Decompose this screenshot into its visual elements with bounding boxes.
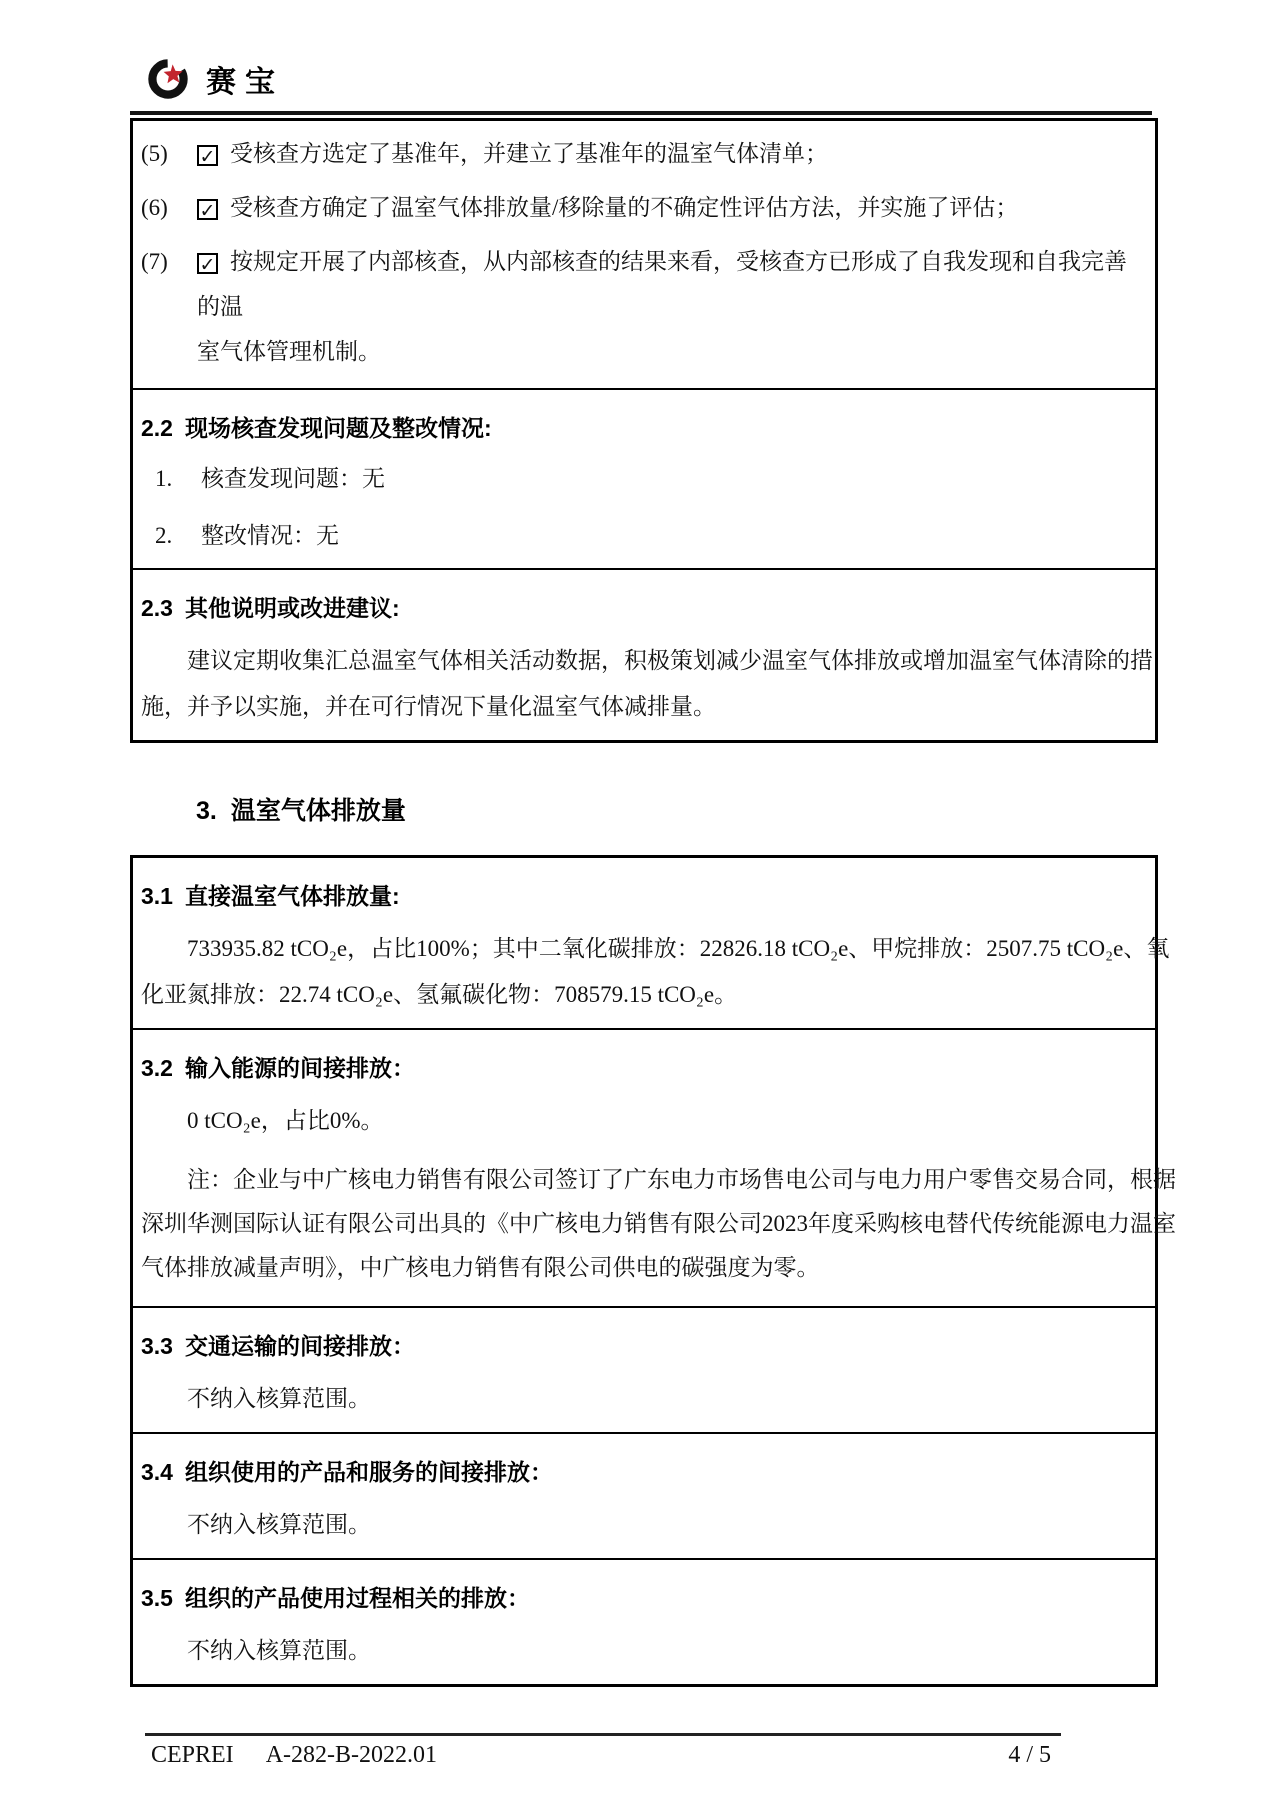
- footer-org: CEPREI: [151, 1742, 234, 1768]
- item-number: (5): [141, 141, 168, 166]
- section-number: 3.2: [141, 1055, 173, 1081]
- ghg-emissions-box: [130, 855, 1176, 1687]
- paragraph-line: 气体排放减量声明》，中广核电力销售有限公司供电的碳强度为零。: [141, 1255, 820, 1280]
- scope-note: 不纳入核算范围。: [187, 1512, 371, 1537]
- section-title: 组织使用的产品和服务的间接排放：: [184, 1459, 553, 1485]
- section-3-5-heading: [141, 1568, 1147, 1614]
- section-number: 2.2: [141, 415, 173, 441]
- section-3-3-heading: [141, 1316, 1147, 1362]
- finding-item: [155, 456, 1147, 501]
- section-number: 3.3: [141, 1333, 173, 1359]
- section-2-3: [133, 570, 1155, 740]
- page-header: [130, 57, 1158, 107]
- rectification-item: [155, 513, 1147, 558]
- paragraph-line: 深圳华测国际认证有限公司出具的《中广核电力销售有限公司2023年度采购核电替代传统能源电力温室: [141, 1211, 1176, 1236]
- item-number: 2.: [155, 523, 173, 548]
- checklist-item-6: [141, 185, 1147, 230]
- section-number: 3.: [196, 797, 217, 825]
- paragraph-line: 733935.82 tCO₂e，占比100%；其中二氧化碳排放：22826.18 tCO₂e、甲烷排放：2507.75 tCO₂e、氧: [187, 936, 1170, 961]
- item-number: (6): [141, 195, 168, 220]
- energy-emissions-value: [141, 1098, 1147, 1144]
- section-3-2-heading: [141, 1038, 1147, 1084]
- section-3-4: [133, 1434, 1155, 1560]
- section-title: 直接温室气体排放量:: [184, 883, 400, 909]
- header-divider: [130, 111, 1152, 115]
- scope-note: 不纳入核算范围。: [187, 1386, 371, 1411]
- item-number: (7): [141, 249, 168, 274]
- section-title: 其他说明或改进建议:: [184, 595, 400, 621]
- logo-c-icon: [146, 57, 190, 101]
- check-mark-icon: ✓: [199, 200, 216, 222]
- verification-findings-box: [130, 118, 1158, 743]
- section-2-2: [133, 390, 1155, 570]
- logo-text: 赛宝: [206, 66, 284, 99]
- section-title: 交通运输的间接排放：: [184, 1333, 415, 1359]
- section-3-4-heading: [141, 1442, 1147, 1488]
- checklist-item-7: [141, 239, 1147, 374]
- page-footer: [145, 1733, 1061, 1772]
- section-number: 3.4: [141, 1459, 173, 1485]
- checklist-item-text: 受核查方选定了基准年，并建立了基准年的温室气体清单；: [230, 141, 828, 166]
- checklist-item-text-continuation: 室气体管理机制。: [197, 339, 381, 364]
- section-title: 输入能源的间接排放：: [184, 1055, 415, 1081]
- section-number: 3.5: [141, 1585, 173, 1611]
- scope-note: 不纳入核算范围。: [187, 1638, 371, 1663]
- section-3-3: [133, 1308, 1155, 1434]
- finding-text: 核查发现问题：无: [201, 466, 385, 491]
- suggestion-paragraph: [141, 638, 1153, 730]
- cepri-logo: [146, 57, 1158, 101]
- section-number: 2.3: [141, 595, 173, 621]
- section-title-text: 温室气体排放量: [230, 797, 406, 825]
- check-mark-icon: ✓: [199, 254, 216, 276]
- section-3-2: [133, 1030, 1176, 1308]
- paragraph-line: 施，并予以实施，并在可行情况下量化温室气体减排量。: [141, 694, 716, 719]
- section-title: 现场核查发现问题及整改情况:: [184, 415, 492, 441]
- section-3-5: [133, 1560, 1155, 1684]
- checked-checkbox-icon: [197, 199, 218, 220]
- section-2-2-heading: [141, 398, 1147, 444]
- paragraph-line: 化亚氮排放：22.74 tCO₂e、氢氟碳化物：708579.15 tCO₂e。: [141, 982, 738, 1007]
- section-number: 3.1: [141, 883, 173, 909]
- section-title: 组织的产品使用过程相关的排放：: [184, 1585, 530, 1611]
- checklist-item-text: 受核查方确定了温室气体排放量/移除量的不确定性评估方法，并实施了评估；: [230, 195, 1019, 220]
- direct-emissions-paragraph: [141, 926, 1170, 1018]
- checklist-item-5: [141, 131, 1147, 176]
- note-paragraph: [141, 1158, 1176, 1290]
- paragraph-line: 注：企业与中广核电力销售有限公司签订了广东电力市场售电公司与电力用户零售交易合同，根据: [187, 1167, 1176, 1192]
- check-mark-icon: ✓: [199, 146, 216, 168]
- checked-checkbox-icon: [197, 253, 218, 274]
- section-3-title: [196, 791, 1158, 827]
- paragraph-line: 建议定期收集汇总温室气体相关活动数据，积极策划减少温室气体排放或增加温室气体清除的措: [187, 648, 1153, 673]
- rectification-text: 整改情况：无: [201, 523, 339, 548]
- footer-page-number: 4 / 5: [1008, 1742, 1051, 1768]
- footer-doc-code: A-282-B-2022.01: [265, 1742, 438, 1768]
- checklist-item-text: 按规定开展了内部核查，从内部核查的结果来看，受核查方已形成了自我发现和自我完善的温: [197, 249, 1127, 319]
- checklist-section: [133, 121, 1155, 390]
- checked-checkbox-icon: [197, 145, 218, 166]
- item-number: 1.: [155, 466, 173, 491]
- section-3-1: [133, 858, 1170, 1030]
- section-3-1-heading: [141, 866, 1147, 912]
- value-line: 0 tCO₂e，占比0%。: [187, 1108, 384, 1133]
- section-2-3-heading: [141, 578, 1147, 624]
